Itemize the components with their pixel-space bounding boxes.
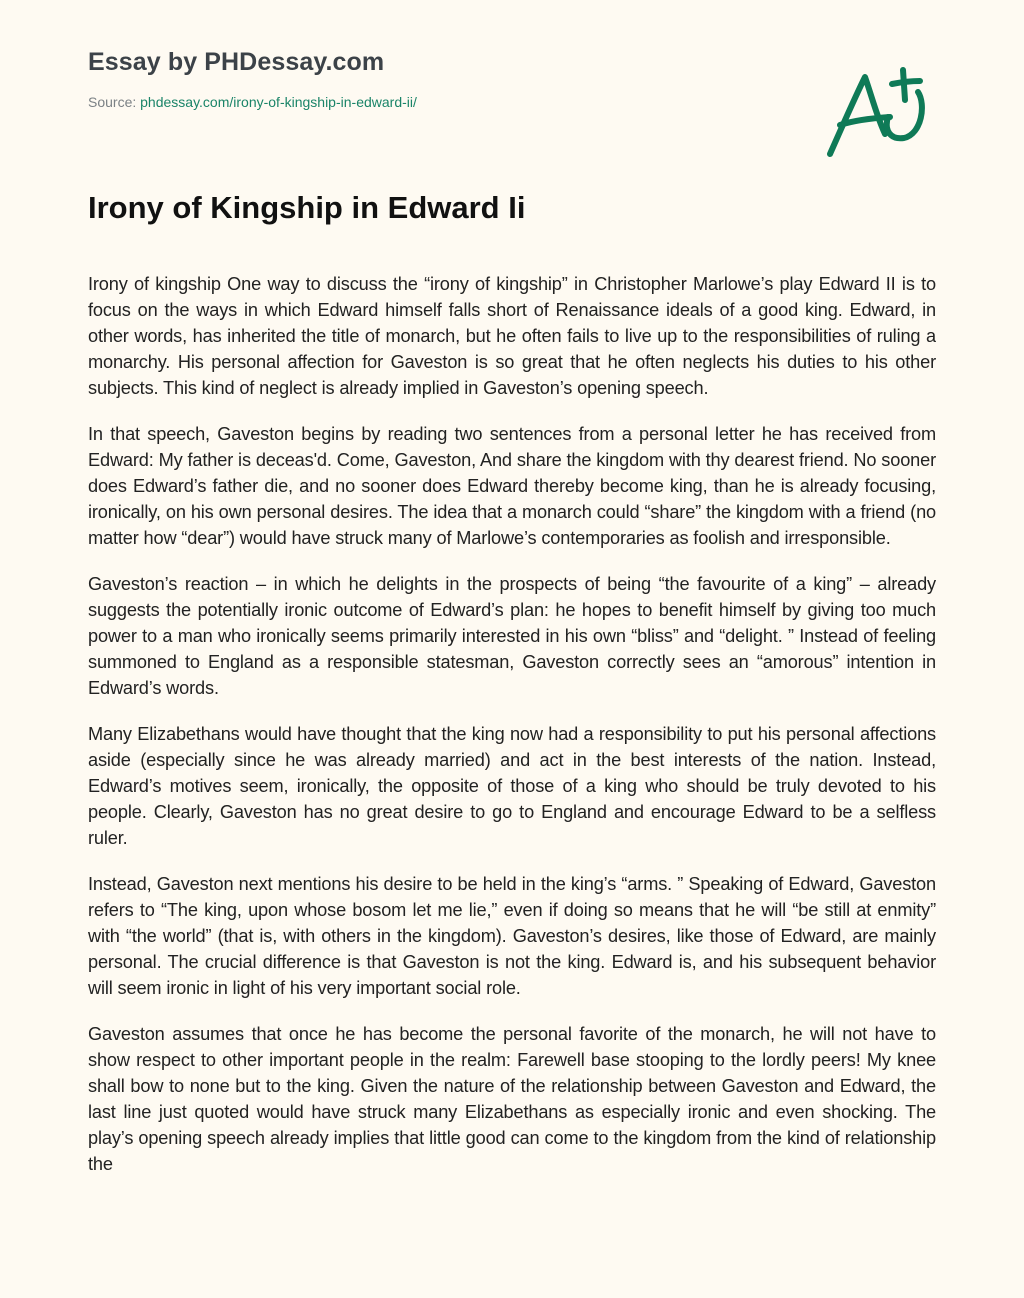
source-label: Source:: [88, 94, 137, 110]
header: [88, 48, 417, 110]
essay-title: Irony of Kingship in Edward Ii: [88, 190, 526, 225]
source-link[interactable]: phdessay.com/irony-of-kingship-in-edward-ii/: [140, 94, 417, 110]
paragraph: Gaveston’s reaction – in which he delights in the prospects of being “the favourite of a king” – already suggests the potentially ironic outcome of Edward’s plan: he hopes to benefit himself by giving too much power to a man who ironically seems primarily interested in his own “bliss” and “delight. ” Instead of feeling summoned to England as a responsible statesman, Gaveston correctly sees an “amorous” intention in Edward’s words.: [88, 574, 936, 698]
paragraph: In that speech, Gaveston begins by reading two sentences from a personal letter he has received from Edward: My father is deceas'd. Come, Gaveston, And share the kingdom with thy dearest friend. No sooner does Edward’s father die, and no sooner does Edward thereby become king, than he is already focusing, ironically, on his own personal desires. The idea that a monarch could “share” the kingdom with a friend (no matter how “dear”) would have struck many of Marlowe’s contemporaries as foolish and irresponsible.: [88, 424, 936, 548]
a-plus-grade-icon: [820, 62, 935, 162]
paragraph: Irony of kingship One way to discuss the “irony of kingship” in Christopher Marlowe’s play Edward II is to focus on the ways in which Edward himself falls short of Renaissance ideals of a good king. Edward, in other words, has inherited the title of monarch, but he often fails to live up to the responsibilities of ruling a monarchy. His personal affection for Gaveston is so great that he often neglects his duties to his other subjects. This kind of neglect is already implied in Gaveston’s opening speech.: [88, 274, 936, 398]
paragraph: Many Elizabethans would have thought that the king now had a responsibility to put his personal affections aside (especially since he was already married) and act in the best interests of the nation. Instead, Edward’s motives seem, ironically, the opposite of those of a king who should be truly devoted to his people. Clearly, Gaveston has no great desire to go to England and encourage Edward to be a selfless ruler.: [88, 724, 936, 848]
paragraph: Gaveston assumes that once he has become the personal favorite of the monarch, he will not have to show respect to other important people in the realm: Farewell base stooping to the lordly peers! My knee shall bow to none but to the king. Given the nature of the relationship between Gaveston and Edward, the last line just quoted would have struck many Elizabethans as especially ironic and even shocking. The play’s opening speech already implies that little good can come to the kingdom from the kind of relationship the: [88, 1024, 936, 1174]
essay-body: [88, 271, 936, 1250]
source-line: [88, 94, 417, 110]
site-title: Essay by PHDessay.com: [88, 48, 385, 76]
paragraph: Instead, Gaveston next mentions his desire to be held in the king’s “arms. ” Speaking of Edward, Gaveston refers to “The king, upon whose bosom let me lie,” even if doing so means that he will “be still at enmity” with “the world” (that is, with others in the kingdom). Gaveston’s desires, like those of Edward, are mainly personal. The crucial difference is that Gaveston is not the king. Edward is, and his subsequent behavior will seem ironic in light of his very important social role.: [88, 874, 936, 998]
